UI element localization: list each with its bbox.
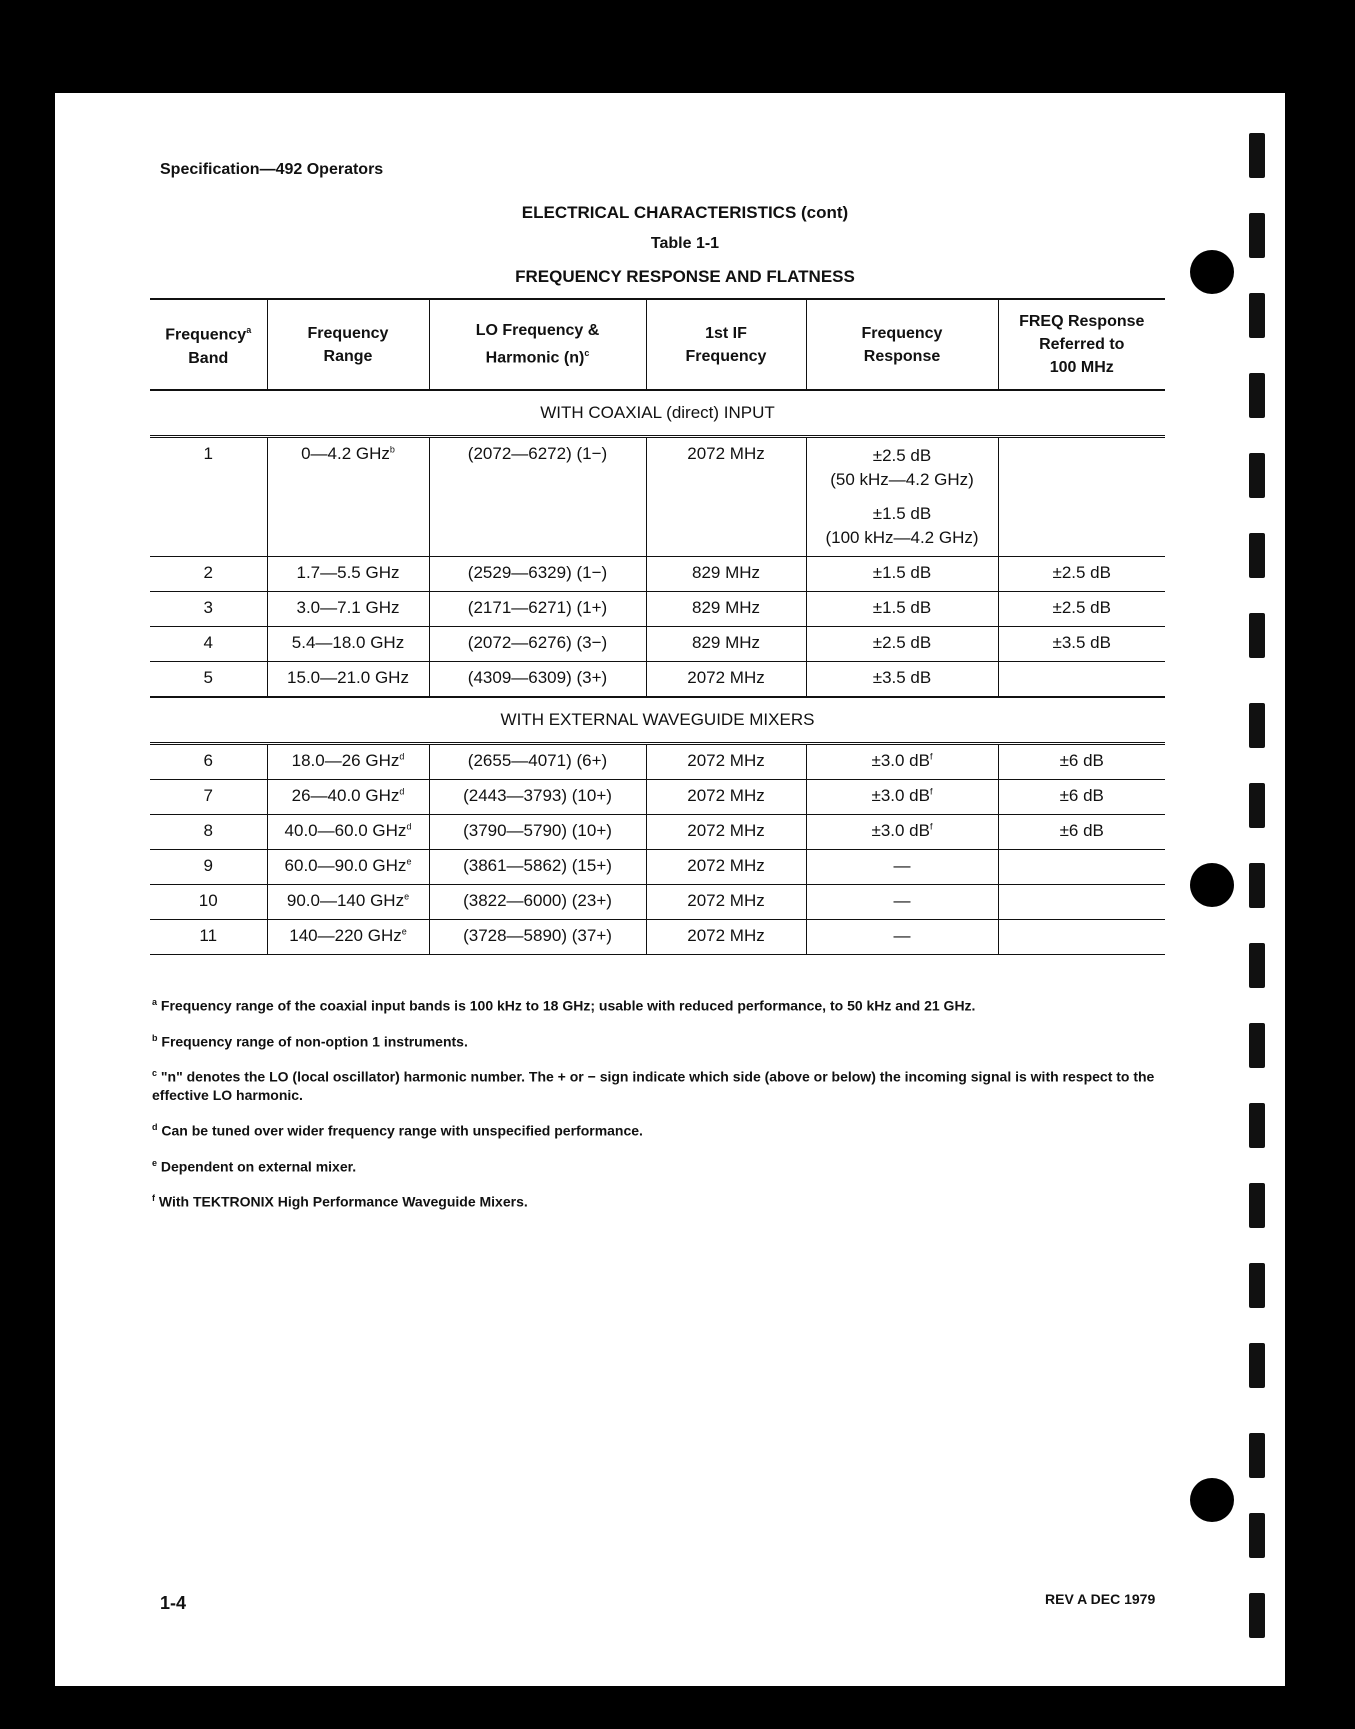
table-row: 3 3.0—7.1 GHz (2171—6271) (1+) 829 MHz ±1.5 dB ±2.5 dB <box>150 592 1165 627</box>
section-row-coaxial: WITH COAXIAL (direct) INPUT <box>150 390 1165 437</box>
binding-tab <box>1249 133 1265 178</box>
punch-hole <box>1190 250 1234 294</box>
section-row-waveguide: WITH EXTERNAL WAVEGUIDE MIXERS <box>150 697 1165 744</box>
footnote: $^d$ Can be tuned over wider frequency range with unspecified performance. <box>152 1121 643 1139</box>
table-row: 8 40.0—60.0 GHz$^d$ (3790—5790) (10+) 2072 MHz ±3.0 $dB^f$ ±6 dB <box>150 815 1165 850</box>
binding-tab <box>1249 1023 1265 1068</box>
column-header-band: Frequency$^a$ Band <box>150 299 267 390</box>
binding-tab <box>1249 783 1265 828</box>
binding-tab <box>1249 293 1265 338</box>
binding-tab <box>1249 943 1265 988</box>
punch-hole <box>1190 863 1234 907</box>
binding-tab <box>1249 213 1265 258</box>
footnote: $^a$ Frequency range of the coaxial input bands is 100 kHz to 18 GHz; usable with reduced performance, to 50 kHz and 21 GHz. <box>152 997 976 1014</box>
table-title: FREQUENCY RESPONSE AND FLATNESS <box>515 267 855 286</box>
table-row: 6 18.0—26 GHz$^d$ (2655—4071) (6+) 2072 MHz ±3.0 $dB^f$ ±6 dB <box>150 744 1165 780</box>
footnote: $^b$ Frequency range of non-option 1 instruments. <box>152 1032 468 1050</box>
binding-tab <box>1249 1593 1265 1638</box>
binding-tab <box>1249 1103 1265 1148</box>
table-row: 2 1.7—5.5 GHz (2529—6329) (1−) 829 MHz ±1.5 dB ±2.5 dB <box>150 557 1165 592</box>
binding-tab <box>1249 1433 1265 1478</box>
section-title: ELECTRICAL CHARACTERISTICS (cont) <box>521 203 849 222</box>
frequency-response-table <box>150 298 1165 955</box>
binding-tab <box>1249 373 1265 418</box>
binding-tab <box>1249 1343 1265 1388</box>
binding-tab <box>1249 533 1265 578</box>
column-header-referred: FREQ Response Referred to 100 MHz <box>998 299 1165 390</box>
footnote: $^e$ Dependent on external mixer. <box>152 1157 357 1175</box>
table-row: 5 15.0—21.0 GHz (4309—6309) (3+) 2072 MHz ±3.5 dB <box>150 662 1165 698</box>
table-header-row <box>150 299 1165 390</box>
binding-tab <box>1249 703 1265 748</box>
revision-label: REV A DEC 1979 <box>1045 1591 1156 1607</box>
table-row: 1 0—4.2 GHz$^b$ (2072—6272) (1−) 2072 MHz ±2.5 dB (50 kHz—4.2 GHz) ±1.5 dB (100 kHz—4.2 GHz) <box>150 437 1165 557</box>
binding-tab <box>1249 613 1265 658</box>
binding-tab <box>1249 1513 1265 1558</box>
column-header-response: Frequency Response <box>806 299 998 390</box>
table-row: 11 140—220 GHz$^e$ (3728—5890) (37+) 2072 MHz — <box>150 920 1165 955</box>
column-header-range: Frequency Range <box>267 299 429 390</box>
footnote: $^f$ With TEKTRONIX High Performance Waveguide Mixers. <box>152 1193 528 1210</box>
column-header-lo: LO Frequency & Harmonic $(n)^c$ <box>429 299 646 390</box>
footnote: $^c$ "n" denotes the LO (local oscillator) harmonic number. The + or − sign indicate which side (above or below) the incoming signal is with respect to the effective LO harmonic. <box>152 1068 1155 1103</box>
table-row: 4 5.4—18.0 GHz (2072—6276) (3−) 829 MHz ±2.5 dB ±3.5 dB <box>150 627 1165 662</box>
binding-tab <box>1249 1183 1265 1228</box>
binding-tab <box>1249 863 1265 908</box>
column-header-if: 1st IF Frequency <box>646 299 806 390</box>
running-header: Specification—492 Operators <box>160 161 384 178</box>
table-row: 9 60.0—90.0 GHz$^e$ (3861—5862) (15+) 2072 MHz — <box>150 850 1165 885</box>
table-number: Table 1-1 <box>650 235 720 252</box>
table-row: 7 26—40.0 GHz$^d$ (2443—3793) (10+) 2072 MHz ±3.0 $dB^f$ ±6 dB <box>150 780 1165 815</box>
page-number: 1-4 <box>160 1593 187 1613</box>
table-row: 10 90.0—140 GHz$^e$ (3822—6000) (23+) 2072 MHz — <box>150 885 1165 920</box>
binding-tab <box>1249 453 1265 498</box>
binding-tab <box>1249 1263 1265 1308</box>
footnotes <box>152 993 1162 1225</box>
document-page <box>55 93 1285 1686</box>
punch-hole <box>1190 1478 1234 1522</box>
